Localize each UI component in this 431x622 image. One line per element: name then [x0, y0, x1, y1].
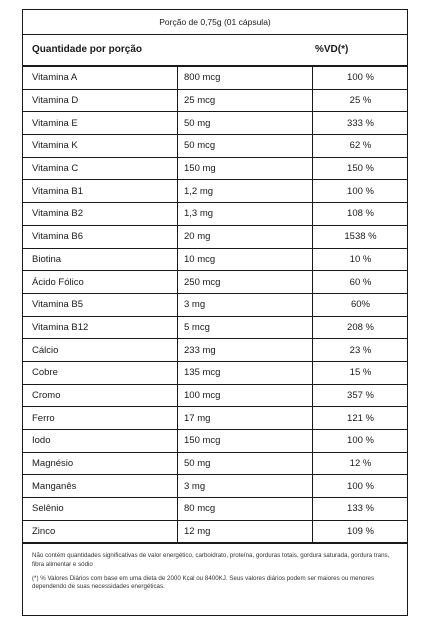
nutrient-name: Ácido Fólico — [23, 271, 178, 293]
table-row — [23, 249, 407, 272]
table-row — [23, 135, 407, 158]
nutrient-name: Iodo — [23, 430, 178, 452]
nutrient-name: Selênio — [23, 498, 178, 520]
nutrient-amount: 1,2 mg — [178, 180, 313, 202]
nutrient-daily-value: 25 % — [349, 95, 372, 107]
serving-size: Porção de 0,75g (01 cápsula) — [23, 10, 407, 35]
table-row — [23, 271, 407, 294]
table-row — [23, 294, 407, 317]
nutrient-amount: 50 mcg — [178, 135, 313, 157]
table-row — [23, 453, 407, 476]
nutrient-amount: 17 mg — [178, 407, 313, 429]
nutrient-daily-value: 12 % — [349, 458, 372, 470]
nutrient-amount: 25 mcg — [178, 90, 313, 112]
quantity-header: Quantidade por porção — [32, 44, 143, 55]
nutrient-amount: 100 mcg — [178, 385, 313, 407]
nutrient-name: Vitamina B6 — [23, 226, 178, 248]
table-row — [23, 521, 407, 545]
nutrient-daily-value: 100 % — [347, 72, 374, 84]
nutrient-name: Vitamina B5 — [23, 294, 178, 316]
nutrient-amount: 250 mcg — [178, 271, 313, 293]
nutrient-daily-value: 23 % — [349, 344, 372, 356]
table-row — [23, 158, 407, 181]
nutrient-name: Vitamina B1 — [23, 180, 178, 202]
nutrient-daily-value: 109 % — [347, 526, 374, 538]
nutrient-name: Magnésio — [23, 453, 178, 475]
nutrient-daily-value: 62 % — [349, 140, 372, 152]
nutrient-daily-value: 15 % — [349, 367, 372, 379]
nutrient-amount: 12 mg — [178, 521, 313, 543]
nutrient-amount: 3 mg — [178, 475, 313, 497]
table-row — [23, 475, 407, 498]
nutrient-daily-value: 121 % — [347, 412, 374, 424]
nutrient-name: Vitamina A — [23, 67, 178, 89]
table-row — [23, 407, 407, 430]
nutrient-amount: 50 mg — [178, 453, 313, 475]
nutrient-name: Zinco — [23, 521, 178, 543]
nutrient-amount: 10 mcg — [178, 249, 313, 271]
nutrient-daily-value: 100 % — [347, 435, 374, 447]
nutrient-daily-value: 357 % — [347, 389, 374, 401]
nutrient-amount: 150 mg — [178, 158, 313, 180]
nutrient-rows — [23, 67, 407, 544]
nutrient-name: Vitamina B12 — [23, 317, 178, 339]
nutrient-daily-value: 100 % — [347, 480, 374, 492]
nutrient-daily-value: 208 % — [347, 321, 374, 333]
nutrient-daily-value: 333 % — [347, 117, 374, 129]
nutrient-daily-value: 60% — [350, 299, 370, 311]
nutrient-daily-value: 100 % — [347, 185, 374, 197]
nutrient-amount: 233 mg — [178, 339, 313, 361]
nutrient-amount: 3 mg — [178, 294, 313, 316]
nutrient-name: Biotina — [23, 249, 178, 271]
table-row — [23, 180, 407, 203]
nutrient-name: Vitamina E — [23, 112, 178, 134]
table-row — [23, 90, 407, 113]
table-row — [23, 226, 407, 249]
nutrient-daily-value: 60 % — [349, 276, 372, 288]
table-row — [23, 498, 407, 521]
table-row — [23, 67, 407, 90]
daily-value-header: %VD(*) — [315, 44, 349, 55]
nutrient-name: Cobre — [23, 362, 178, 384]
daily-values-note: (*) % Valores Diários com base em uma dieta de 2000 Kcal ou 8400KJ. Seus valores diários podem ser maiores ou menores dependendo de suas necessidades energéticas. — [32, 574, 375, 591]
nutrient-amount: 150 mcg — [178, 430, 313, 452]
nutrient-amount: 1,3 mg — [178, 203, 313, 225]
table-row — [23, 430, 407, 453]
footnotes — [23, 544, 407, 591]
nutrient-daily-value: 108 % — [347, 208, 374, 220]
nutrient-amount: 80 mcg — [178, 498, 313, 520]
nutrient-name: Vitamina C — [23, 158, 178, 180]
table-row — [23, 112, 407, 135]
nutrient-amount: 5 mcg — [178, 317, 313, 339]
table-row — [23, 385, 407, 408]
nutrient-name: Cromo — [23, 385, 178, 407]
nutrient-amount: 50 mg — [178, 112, 313, 134]
nutrient-name: Cálcio — [23, 339, 178, 361]
table-row — [23, 317, 407, 340]
table-header — [23, 35, 407, 67]
nutrient-name: Manganês — [23, 475, 178, 497]
nutrients-note: Não contém quantidades significativas de valor energético, carboidrato, proteína, gorduras totais, gordura saturada, gordura trans, fibra alimentar e sódio — [32, 552, 390, 569]
table-row — [23, 203, 407, 226]
nutrient-daily-value: 133 % — [347, 503, 374, 515]
nutrient-amount: 20 mg — [178, 226, 313, 248]
table-row — [23, 362, 407, 385]
table-row — [23, 339, 407, 362]
nutrient-name: Vitamina K — [23, 135, 178, 157]
nutrition-facts-table — [22, 9, 408, 616]
nutrient-amount: 135 mcg — [178, 362, 313, 384]
nutrient-amount: 800 mcg — [178, 67, 313, 89]
nutrient-daily-value: 1538 % — [344, 231, 377, 243]
nutrient-name: Vitamina B2 — [23, 203, 178, 225]
nutrient-daily-value: 150 % — [347, 163, 374, 175]
nutrient-daily-value: 10 % — [349, 253, 372, 265]
nutrient-name: Vitamina D — [23, 90, 178, 112]
nutrient-name: Ferro — [23, 407, 178, 429]
